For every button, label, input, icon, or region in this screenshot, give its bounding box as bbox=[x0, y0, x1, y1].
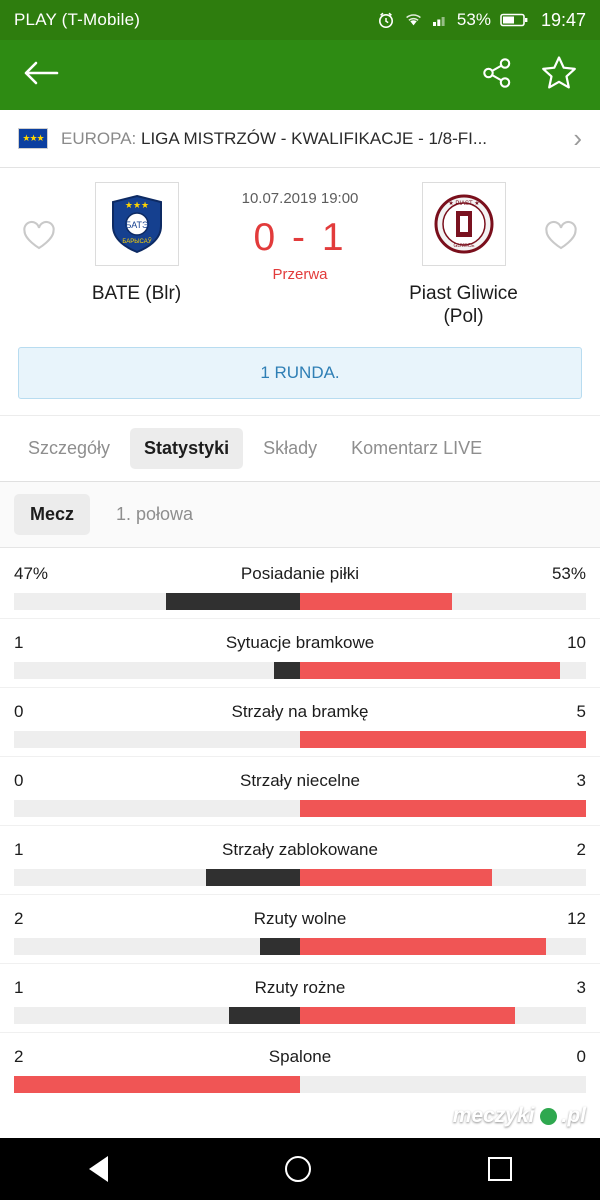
svg-text:БАРЫСАЎ: БАРЫСАЎ bbox=[121, 239, 152, 245]
stat-label: Strzały niecelne bbox=[239, 770, 360, 790]
stat-row-free-kicks bbox=[0, 895, 600, 964]
status-icons bbox=[377, 10, 586, 31]
tab-skladny[interactable]: Składy bbox=[263, 437, 318, 458]
round-banner-wrap bbox=[0, 335, 600, 415]
stat-row-shots-on-target bbox=[0, 688, 600, 757]
signal-icon bbox=[432, 11, 448, 29]
away-team-name: Piast Gliwice (Pol) bbox=[409, 283, 518, 327]
stat-away-value: 0 bbox=[576, 1046, 586, 1066]
stat-row-corners bbox=[0, 964, 600, 1033]
subtab-pierwsza-polowa[interactable]: 1. połowa bbox=[116, 503, 194, 524]
status-bar bbox=[0, 0, 600, 40]
stat-bar bbox=[14, 869, 586, 886]
svg-text:GLIWICE: GLIWICE bbox=[452, 243, 475, 249]
back-arrow-icon[interactable] bbox=[22, 58, 60, 93]
score-block bbox=[207, 182, 393, 283]
stat-away-value: 5 bbox=[576, 701, 586, 721]
competition-label bbox=[61, 129, 567, 149]
clock-label: 19:47 bbox=[540, 9, 586, 30]
stat-away-value: 53% bbox=[551, 563, 586, 583]
alarm-icon bbox=[377, 11, 395, 29]
stat-label: Strzały zablokowane bbox=[222, 839, 378, 859]
favorite-home-icon[interactable] bbox=[12, 182, 66, 251]
score-home: 0 bbox=[253, 216, 279, 259]
stat-home-value: 0 bbox=[14, 770, 24, 790]
stat-home-value: 1 bbox=[14, 632, 24, 652]
match-phase-label: Przerwa bbox=[272, 266, 328, 283]
nav-recents-icon[interactable] bbox=[488, 1157, 512, 1181]
watermark bbox=[453, 1104, 586, 1128]
stat-row-possession bbox=[0, 550, 600, 619]
tab-bar bbox=[0, 415, 600, 482]
away-team-block bbox=[393, 182, 534, 329]
stat-row-blocked-shots bbox=[0, 826, 600, 895]
competition-bar[interactable] bbox=[0, 110, 600, 168]
stat-label: Rzuty rożne bbox=[254, 977, 346, 997]
bate-borisov-crest bbox=[95, 182, 179, 266]
competition-region: EUROPA: bbox=[61, 128, 137, 148]
stat-home-value: 2 bbox=[14, 908, 24, 928]
watermark-text-right: .pl bbox=[561, 1104, 586, 1127]
round-banner[interactable]: 1 RUNDA. bbox=[18, 347, 582, 399]
svg-text:БАТЭ: БАТЭ bbox=[125, 220, 148, 230]
score-separator: - bbox=[292, 216, 308, 259]
kickoff-label: 10.07.2019 19:00 bbox=[241, 190, 359, 207]
score-label bbox=[253, 216, 346, 260]
stat-bar bbox=[14, 593, 586, 610]
stat-home-value: 47% bbox=[14, 563, 49, 583]
subtab-bar bbox=[0, 482, 600, 548]
stat-row-chances bbox=[0, 619, 600, 688]
stat-away-value: 3 bbox=[576, 770, 586, 790]
stat-label: Spalone bbox=[268, 1046, 332, 1066]
stat-home-value: 2 bbox=[14, 1046, 24, 1066]
nav-home-icon[interactable] bbox=[285, 1156, 311, 1182]
score-panel bbox=[0, 168, 600, 335]
score-away: 1 bbox=[321, 216, 347, 259]
stat-row-shots-off-target bbox=[0, 757, 600, 826]
stat-bar bbox=[14, 662, 586, 679]
home-team-name: BATE (Blr) bbox=[91, 283, 182, 304]
stat-label: Sytuacje bramkowe bbox=[225, 632, 375, 652]
svg-text:★★★: ★★★ bbox=[124, 200, 149, 210]
svg-text:★ PIAST ★: ★ PIAST ★ bbox=[447, 201, 480, 207]
eu-flag-icon: ★★★ bbox=[18, 128, 48, 149]
chevron-right-icon[interactable]: › bbox=[573, 123, 582, 153]
stat-away-value: 10 bbox=[567, 632, 586, 652]
carrier-label: PLAY (T-Mobile) bbox=[14, 10, 141, 29]
share-icon[interactable] bbox=[480, 56, 514, 95]
stat-row-offsides bbox=[0, 1033, 600, 1101]
stat-label: Posiadanie piłki bbox=[240, 563, 360, 583]
stat-home-value: 1 bbox=[14, 839, 24, 859]
nav-back-icon[interactable] bbox=[89, 1156, 108, 1182]
tab-komentarz-live[interactable]: Komentarz LIVE bbox=[351, 437, 483, 458]
stat-away-value: 12 bbox=[567, 908, 586, 928]
stats-list bbox=[0, 548, 600, 1101]
app-bar bbox=[0, 40, 600, 110]
football-icon bbox=[540, 1108, 557, 1125]
stat-bar bbox=[14, 800, 586, 817]
stat-away-value: 2 bbox=[576, 839, 586, 859]
home-team-block bbox=[66, 182, 207, 306]
system-nav-bar bbox=[0, 1138, 600, 1200]
stat-away-value: 3 bbox=[576, 977, 586, 997]
competition-name: LIGA MISTRZÓW - KWALIFIKACJE - 1/8-FI... bbox=[141, 128, 488, 148]
stat-bar bbox=[14, 1076, 586, 1093]
stat-bar bbox=[14, 938, 586, 955]
battery-percent-label: 53% bbox=[456, 10, 491, 29]
tab-statystyki[interactable]: Statystyki bbox=[130, 428, 243, 469]
favorite-away-icon[interactable] bbox=[534, 182, 588, 251]
piast-gliwice-crest bbox=[422, 182, 506, 266]
stat-label: Strzały na bramkę bbox=[231, 701, 369, 721]
tab-szczegoly[interactable]: Szczegóły bbox=[28, 437, 111, 458]
stat-home-value: 1 bbox=[14, 977, 24, 997]
stat-bar bbox=[14, 731, 586, 748]
stat-home-value: 0 bbox=[14, 701, 24, 721]
wifi-icon bbox=[404, 11, 423, 29]
watermark-text-left: meczyki bbox=[452, 1104, 535, 1127]
subtab-mecz[interactable]: Mecz bbox=[14, 494, 90, 535]
star-icon[interactable] bbox=[540, 54, 578, 97]
stat-label: Rzuty wolne bbox=[253, 908, 347, 928]
battery-icon bbox=[500, 12, 528, 28]
stat-bar bbox=[14, 1007, 586, 1024]
